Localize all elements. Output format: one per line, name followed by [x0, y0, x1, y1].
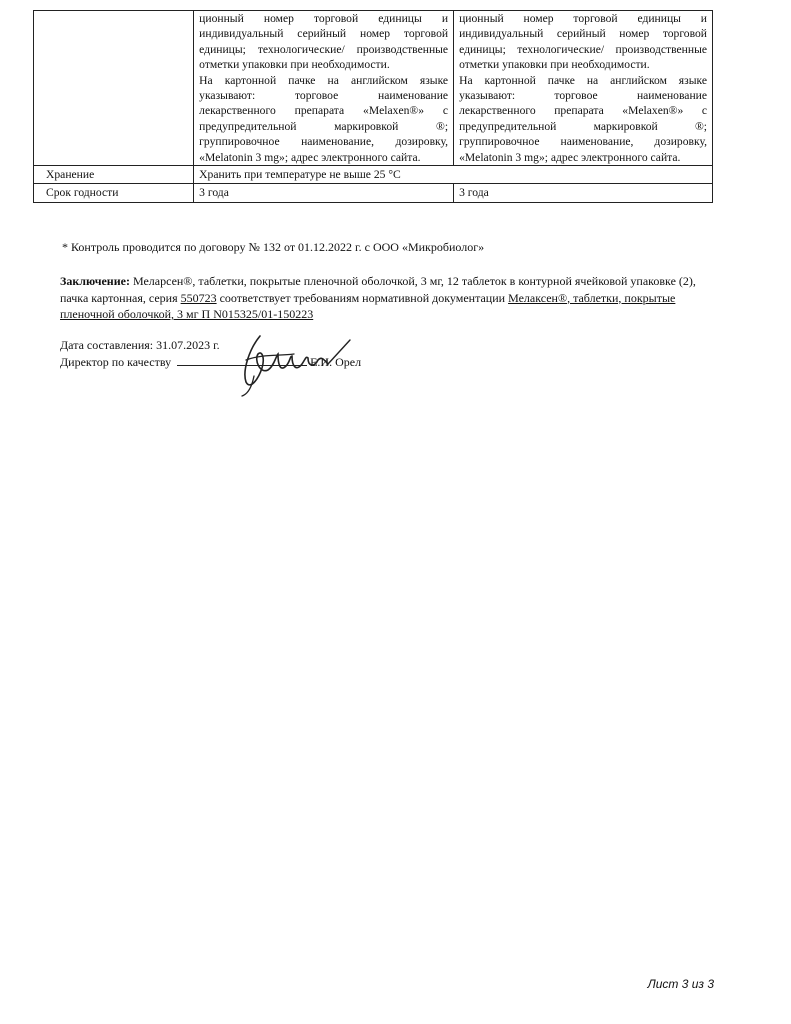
actual-paragraph: На картонной пачке на английском языке указывают: торговое наименование лекарственного препарата «Melaxen®» с предупредительной маркировкой ®; группировочное наименование, дозировку, «Melatonin 3 mg»; адрес электронного сайта.: [459, 73, 707, 164]
spec-table: [33, 10, 713, 203]
document-reference: Мелаксен®, таблетки, покрытые пленочной оболочкой, 3 мг П N015325/01-150223: [60, 290, 676, 321]
conclusion-label: Заключение:: [60, 274, 130, 288]
handwritten-signature: [232, 330, 352, 400]
shelf-life-spec: 3 года: [194, 184, 454, 202]
conclusion-text: соответствует требованиям нормативной документации: [216, 290, 509, 305]
conclusion: [60, 273, 716, 323]
actual-paragraph: ционный номер торговой единицы и индивидуальный серийный номер торговой единицы; технологические/ производственные отметки упаковки при необходимости.: [459, 12, 707, 72]
shelf-life-label: Срок годности: [34, 184, 194, 202]
signer-role: Директор по качеству: [60, 355, 172, 369]
signer-name: Е.И. Орел: [310, 355, 362, 369]
table-row: [34, 11, 713, 166]
spec-paragraph: ционный номер торговой единицы и индивидуальный серийный номер торговой единицы; технологические/ производственные отметки упаковки при необходимости.: [199, 12, 449, 72]
date-line: Дата составления: 31.07.2023 г.: [60, 338, 220, 352]
storage-label: Хранение: [34, 166, 194, 184]
table-cell-empty: [34, 11, 194, 166]
shelf-life-actual: 3 года: [454, 184, 713, 202]
page-number: Лист 3 из 3: [647, 977, 714, 991]
batch-number: 550723: [180, 290, 217, 305]
table-cell-spec: [194, 11, 454, 166]
table-cell-actual: [454, 11, 713, 166]
storage-value: Хранить при температуре не выше 25 °C: [194, 166, 713, 184]
table-row: [34, 184, 713, 202]
footnote: * Контроль проводится по договору № 132 от 01.12.2022 г. с ООО «Микробиолог»: [62, 240, 485, 254]
spec-paragraph: На картонной пачке на английском языке указывают: торговое наименование лекарственного препарата «Melaxen®» с предупредительной маркировкой ®; группировочное наименование, дозировку, «Melatonin 3 mg»; адрес электронного сайта.: [199, 73, 449, 164]
table-row: [34, 166, 713, 184]
conclusion-text: Меларсен®, таблетки, покрытые пленочной оболочкой, 3 мг, 12 таблеток в контурной ячейковой упаковке (2), пачка картонная, серия: [60, 274, 696, 305]
